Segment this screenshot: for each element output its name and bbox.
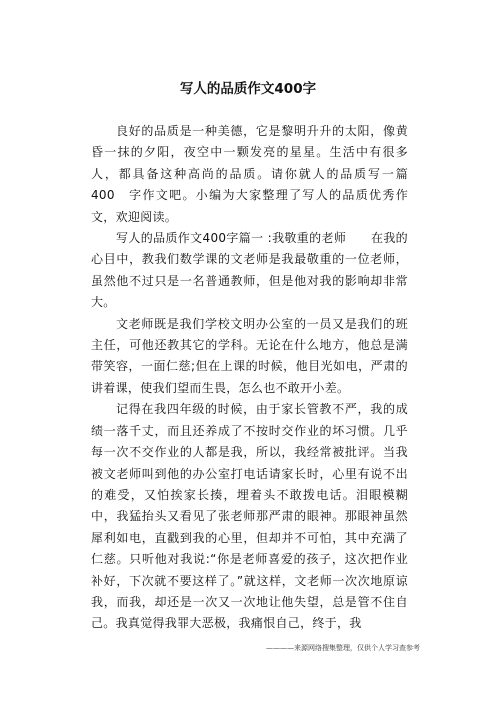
document-title: 写人的品质作文400字 — [179, 81, 317, 97]
source-footer: ————来源网络搜集整理，仅供个人学习查参考 — [266, 644, 420, 652]
paragraph-respected-teacher: 写人的品质作文400字篇一 :我敬重的老师 在我的心目中，教我们数学课的文老师是我最敬重的一位老师，虽然他不过只是一名普通教师，但是他对我的影响却非常大。 — [91, 231, 408, 310]
paragraph-intro: 良好的品质是一种美德，它是黎明升升的太阳，像黄昏一抹的夕阳，夜空中一颗发亮的星星。生活中有很多人，都具备这种高尚的品质。请你就人的品质写一篇 400 字作文吧。小编为大家整理了写人的品质优秀作文，欢迎阅读。 — [91, 124, 421, 224]
document-body — [91, 121, 421, 635]
paragraph-teacher-description: 文老师既是我们学校文明办公室的一员又是我们的班主任，可他还教其它的学科。无论在什么地方，他总是满带笑容，一面仁慈;但在上课的时候，他目光如电，严肃的讲着课，使我们望而生畏，怎么也不敢开小差。 — [91, 316, 408, 395]
paragraph-fourth-grade-memory: 记得在我四年级的时候，由于家长管教不严，我的成绩一落千丈，而且还养成了不按时交作业的坏习惯。几乎每一次不交作业的人都是我，所以，我经常被批评。当我被文老师叫到他的办公室打电话请家长时，心里有说不出的难受，又怕挨家长揍，埋着头不敢拨电话。泪眼模糊中，我猛抬头又看见了张老师那严肃的眼神。那眼神虽然犀利如电，直戳到我的心里，但却并不可怕，其中充满了仁慈。只听他对我说:“你是老师喜爱的孩子，这次把作业补好，下次就不要这样了。”就这样，文老师一次次地原谅我，而我，却还是一次又一次地让他失望，总是管不住自己。我真觉得我罪大恶极，我痛恨自己，终于，我 — [91, 402, 408, 631]
